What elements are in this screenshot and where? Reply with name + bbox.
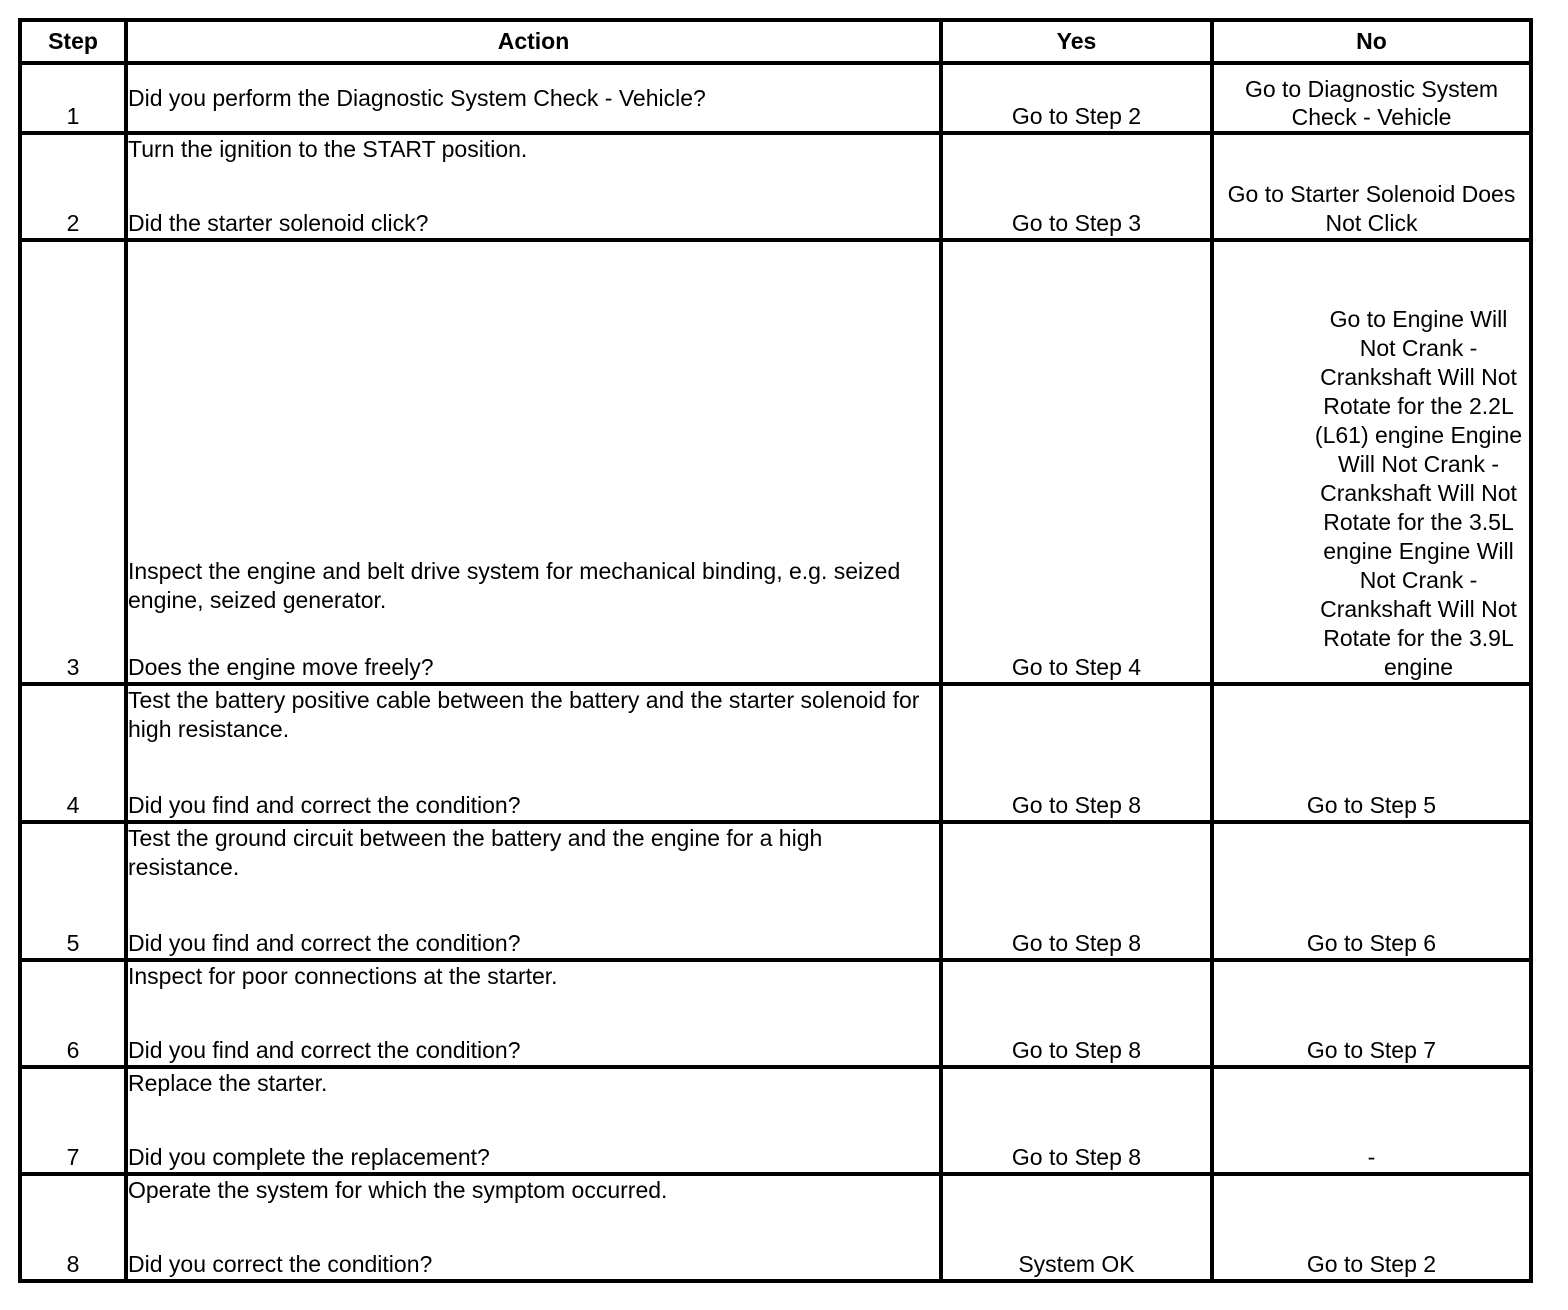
yes-result: Go to Step 2 <box>941 63 1212 133</box>
action-instruction: Inspect the engine and belt drive system for mechanical binding, e.g. seized engine, seized generator. <box>128 558 901 613</box>
yes-result: Go to Step 4 <box>941 240 1212 684</box>
action-instruction: Turn the ignition to the START position. <box>128 136 528 162</box>
action-cell <box>126 684 941 822</box>
action-instruction: Replace the starter. <box>128 1070 328 1096</box>
action-question: Does the engine move freely? <box>128 654 434 680</box>
action-instruction: Test the battery positive cable between the battery and the starter solenoid for high resistance. <box>128 687 920 742</box>
yes-result: Go to Step 3 <box>941 133 1212 240</box>
table-row <box>20 240 1531 684</box>
no-result: Go to Step 5 <box>1212 684 1531 822</box>
action-instruction: Operate the system for which the symptom occurred. <box>128 1177 668 1203</box>
step-number: 7 <box>20 1067 126 1174</box>
yes-result: Go to Step 8 <box>941 960 1212 1067</box>
table-row <box>20 63 1531 133</box>
action-question: Did you find and correct the condition? <box>128 1037 521 1063</box>
action-cell <box>126 1067 941 1174</box>
action-question: Did you correct the condition? <box>128 1251 433 1277</box>
no-result: - <box>1212 1067 1531 1174</box>
header-action: Action <box>126 20 941 63</box>
yes-result: Go to Step 8 <box>941 822 1212 960</box>
action-question: Did you find and correct the condition? <box>128 792 521 818</box>
no-result: Go to Step 6 <box>1212 822 1531 960</box>
action-instruction: Test the ground circuit between the battery and the engine for a high resistance. <box>128 825 823 880</box>
header-row <box>20 20 1531 63</box>
table-row <box>20 1174 1531 1281</box>
header-step: Step <box>20 20 126 63</box>
step-number: 4 <box>20 684 126 822</box>
action-cell <box>126 822 941 960</box>
header-yes: Yes <box>941 20 1212 63</box>
action-instruction: Inspect for poor connections at the starter. <box>128 963 558 989</box>
step-number: 2 <box>20 133 126 240</box>
header-no: No <box>1212 20 1531 63</box>
step-number: 1 <box>20 63 126 133</box>
table-row <box>20 1067 1531 1174</box>
yes-result: Go to Step 8 <box>941 1067 1212 1174</box>
table-row <box>20 133 1531 240</box>
yes-result: Go to Step 8 <box>941 684 1212 822</box>
action-cell <box>126 133 941 240</box>
action-question: Did you complete the replacement? <box>128 1144 490 1170</box>
action-cell <box>126 63 941 133</box>
action-cell <box>126 240 941 684</box>
no-result: Go to Diagnostic System Check - Vehicle <box>1212 63 1531 133</box>
no-result: Go to Engine Will Not Crank - Crankshaft Will Not Rotate for the 2.2L (L61) engine Engine Will Not Crank - Crankshaft Will Not Rotate for the 3.5L engine Engine Will Not Crank - Crankshaft Will Not Rotate for the 3.9L engine <box>1212 240 1531 684</box>
yes-result: System OK <box>941 1174 1212 1281</box>
action-cell <box>126 1174 941 1281</box>
no-result: Go to Starter Solenoid Does Not Click <box>1212 133 1531 240</box>
action-question: Did you find and correct the condition? <box>128 930 521 956</box>
table-row <box>20 822 1531 960</box>
diagnostic-table <box>18 18 1533 1283</box>
action-question: Did the starter solenoid click? <box>128 210 429 236</box>
table-row <box>20 684 1531 822</box>
action-cell <box>126 960 941 1067</box>
step-number: 3 <box>20 240 126 684</box>
no-result: Go to Step 7 <box>1212 960 1531 1067</box>
no-result: Go to Step 2 <box>1212 1174 1531 1281</box>
step-number: 8 <box>20 1174 126 1281</box>
table-row <box>20 960 1531 1067</box>
step-number: 5 <box>20 822 126 960</box>
step-number: 6 <box>20 960 126 1067</box>
action-instruction: Did you perform the Diagnostic System Check - Vehicle? <box>128 84 706 111</box>
